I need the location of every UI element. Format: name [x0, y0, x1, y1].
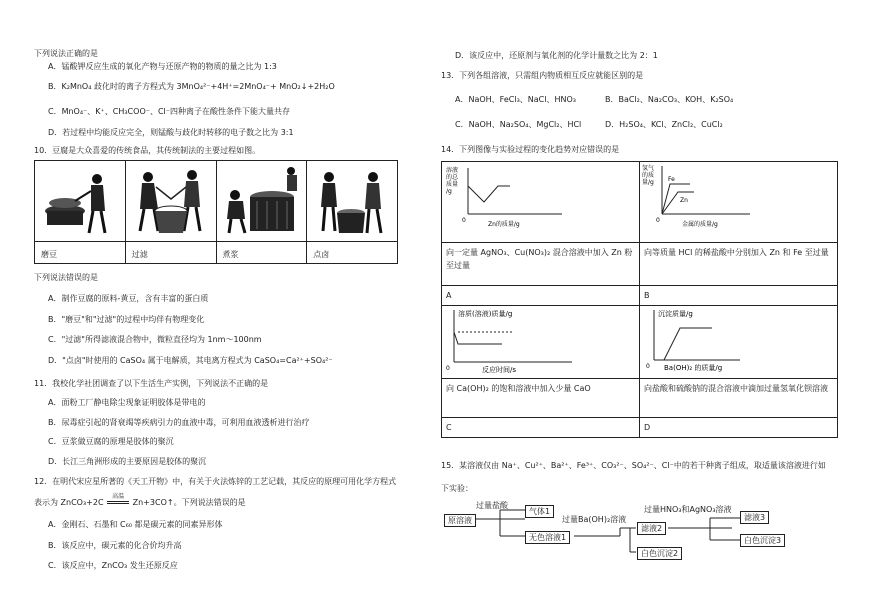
graph-cell-1 [442, 162, 640, 243]
equation-condition: 高温 [112, 493, 125, 500]
g4-origin: 0 [646, 363, 650, 370]
graph-4 [640, 306, 836, 374]
filtering-illustration [126, 161, 216, 242]
g2-series-zn: Zn [680, 197, 688, 204]
graph-3 [442, 306, 638, 374]
q9-option-b: B．K₂MnO₄ 歧化时的离子方程式为 3MnO₄²⁻+4H⁺=2MnO₄⁻+ MnO₂↓+2H₂O [48, 82, 335, 91]
q14-desc-3: 向 Ca(OH)₂ 的饱和溶液中加入少量 CaO [442, 379, 640, 418]
g4-ylabel: 沉淀质量/g [658, 310, 693, 318]
q13-option-c: C．NaOH、Na₂SO₄、MgCl₂、HCl [455, 120, 582, 129]
caption-coagulate: 点卤 [313, 250, 330, 259]
g3-ylabel: 溶质(溶液)质量/g [458, 310, 513, 318]
q14-desc-2: 向等质量 HCl 的稀盐酸中分别加入 Zn 和 Fe 至过量 [640, 243, 838, 286]
q10-prompt: 下列说法错误的是 [34, 273, 98, 282]
g3-xlabel: 反应时间/s [482, 366, 517, 374]
q14-option-c: C [442, 418, 640, 438]
q11-option-c: C．豆浆做豆腐的原理是胶体的聚沉 [48, 437, 174, 446]
flow-reagent-1: 过量盐酸 [476, 501, 508, 510]
q11-option-d: D．长江三角洲形成的主要原因是胶体的聚沉 [48, 457, 207, 466]
q12-option-c: C．该反应中，ZnCO₃ 发生还原反应 [48, 561, 178, 570]
q10-option-a: A．制作豆腐的原料-黄豆，含有丰富的蛋白质 [48, 294, 209, 303]
g3-origin: 0 [446, 365, 450, 372]
g2-ylabel-1: 氢气 [642, 165, 655, 172]
q11-option-a: A．面粉工厂静电除尘现象证明胶体是带电的 [48, 398, 206, 407]
flow-reagent-3: 过量HNO₃和AgNO₃溶液 [644, 505, 732, 514]
grinding-illustration [35, 161, 125, 242]
g4-xlabel: Ba(OH)₂ 的质量/g [664, 364, 723, 372]
flow-filtrate-2: 滤液2 [637, 522, 666, 535]
caption-grind: 磨豆 [41, 250, 57, 259]
g1-ylabel-2: 的总 [446, 174, 459, 181]
graph-cell-2 [640, 162, 838, 243]
q14-desc-1: 向一定量 AgNO₃、Cu(NO₃)₂ 混合溶液中加入 Zn 粉至过量 [442, 243, 640, 286]
q9-prompt: 下列说法正确的是 [34, 49, 98, 58]
g2-ylabel-2: 的质 [642, 172, 655, 179]
q10-option-d: D．"点卤"时使用的 CaSO₄ 属于电解质，其电离方程式为 CaSO₄=Ca²⁺+SO₄²⁻ [48, 356, 333, 365]
q12-equation [34, 493, 246, 508]
q9-option-a: A．锰酸钾反应生成的氧化产物与还原产物的物质的量之比为 1:3 [48, 62, 277, 71]
equation-suffix: Zn+3CO↑。下列说法错误的是 [132, 498, 246, 507]
graph-1 [442, 162, 638, 238]
g1-xlabel: Zn的质量/g [488, 221, 520, 228]
g2-origin: 0 [656, 217, 660, 224]
q15-stem: 15．某溶液仅由 Na⁺、Cu²⁺、Ba²⁺、Fe³⁺、CO₃²⁻、SO₄²⁻、Cl⁻中的若干种离子组成，取适量该溶液进行如 [441, 461, 826, 470]
g2-ylabel-3: 量/g [642, 179, 654, 186]
boiling-illustration [217, 161, 307, 242]
g1-origin: 0 [462, 217, 466, 224]
q14-stem: 14．下列图像与实验过程的变化趋势对应错误的是 [441, 145, 620, 154]
graph-cell-4 [640, 306, 838, 379]
process-step-coagulate [307, 161, 397, 263]
q14-desc-4: 向盐酸和硫酸钠的混合溶液中滴加过量氢氧化钡溶液 [640, 379, 838, 418]
g2-xlabel: 金属的质量/g [682, 221, 718, 228]
caption-filter: 过滤 [131, 250, 148, 259]
q14-option-d: D [640, 418, 838, 438]
flow-reagent-2: 过量Ba(OH)₂溶液 [562, 515, 627, 524]
equation-arrow [106, 493, 130, 508]
q10-stem: 10．豆腐是大众喜爱的传统食品，其传统制法的主要过程如图。 [34, 146, 261, 155]
q9-option-c: C．MnO₄⁻、K⁺、CH₃COO⁻、Cl⁻四种离子在酸性条件下能大量共存 [48, 107, 290, 116]
q14-option-b: B [640, 286, 838, 306]
flow-filtrate-3: 滤液3 [740, 511, 769, 524]
q12-option-a: A．金刚石、石墨和 C₆₀ 都是碳元素的同素异形体 [48, 520, 223, 529]
g1-ylabel-3: 质量 [446, 181, 459, 188]
q9-option-d: D．若过程中均能反应完全，则锰酸与歧化时转移的电子数之比为 3:1 [48, 128, 294, 137]
caption-boil: 煮浆 [222, 250, 239, 259]
g1-ylabel-1: 溶液 [446, 167, 459, 174]
process-step-filter [126, 161, 217, 263]
q12-option-d: D．该反应中，还原剂与氧化剂的化学计量数之比为 2：1 [455, 51, 658, 60]
q13-option-d: D．H₂SO₄、KCl、ZnCl₂、CuCl₂ [605, 120, 723, 129]
q11-option-b: B．尿毒症引起的肾衰竭等疾病引力的血液中毒，可利用血液透析进行治疗 [48, 418, 310, 427]
process-step-boil [217, 161, 308, 263]
q10-option-c: C．"过滤"所得滤液混合物中，微粒直径均为 1nm～100nm [48, 335, 262, 344]
q15-stem-2: 下实验： [441, 484, 473, 493]
flow-colorless-solution-1: 无色溶液1 [525, 531, 570, 544]
q14-option-a: A [442, 286, 640, 306]
equation-prefix: 表示为 ZnCO₃+2C [34, 498, 104, 507]
flow-white-precipitate-2: 白色沉淀2 [637, 547, 682, 560]
flow-white-precipitate-3: 白色沉淀3 [740, 534, 785, 547]
q12-stem: 12．在明代宋应星所著的《天工开物》中，有关于火法炼锌的工艺记载，其反应的原理可用化学方程式 [34, 477, 397, 486]
coagulating-illustration [307, 161, 397, 242]
g1-ylabel-4: /g [446, 188, 452, 195]
g2-series-fe: Fe [668, 176, 675, 183]
q11-stem: 11．我校化学社团调查了以下生活生产实例，下列说法不正确的是 [34, 379, 269, 388]
q10-option-b: B．"磨豆"和"过滤"的过程中均伴有物理变化 [48, 315, 205, 324]
process-step-grind [35, 161, 126, 263]
q14-table [441, 161, 838, 438]
q10-process-figure [34, 160, 398, 264]
flow-gas-1: 气体1 [525, 505, 554, 518]
graph-cell-3 [442, 306, 640, 379]
q13-stem: 13．下列各组溶液，只需组内物质相互反应就能区别的是 [441, 71, 644, 80]
q13-option-a: A．NaOH、FeCl₃、NaCl、HNO₃ [455, 95, 576, 104]
q13-option-b: B．BaCl₂、Na₂CO₃、KOH、K₂SO₄ [605, 95, 734, 104]
graph-2 [640, 162, 836, 238]
flow-original-solution: 原溶液 [444, 514, 476, 527]
q12-option-b: B．该反应中，碳元素的化合价均升高 [48, 541, 182, 550]
